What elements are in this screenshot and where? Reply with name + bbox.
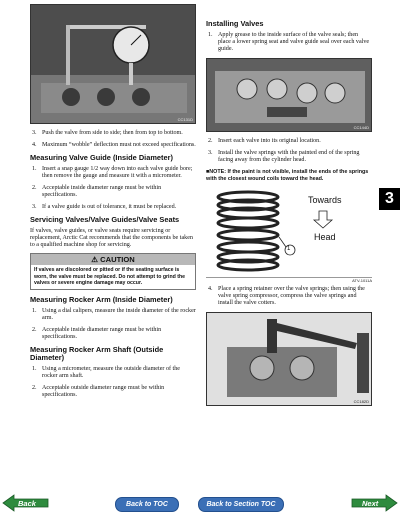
photo-caption: CC144D xyxy=(353,125,369,130)
list-item: 4. Maximum “wobble” deflection must not exceed specifications. xyxy=(32,142,196,148)
spring-compressor-illustration xyxy=(207,313,372,405)
valve-spring-illustration xyxy=(206,187,372,277)
back-label[interactable]: Back xyxy=(18,499,36,508)
photo-caption: CC182D xyxy=(353,399,369,404)
cylinder-head-photo xyxy=(206,58,372,132)
dial-indicator-photo xyxy=(30,4,196,124)
back-to-toc-button[interactable]: Back to TOC xyxy=(115,497,179,512)
caution-body: If valves are discolored or pitted or if the seating surface is worn, the valve must be replaced. Do not attempt to grind the valves or severe engine damage may occur. xyxy=(34,267,186,286)
left-column xyxy=(30,4,196,404)
list-item: 3. Push the valve from side to side; then from top to bottom. xyxy=(32,130,183,136)
list-item: 1. Apply grease to the inside surface of the valve seals; then place a lower spring seat and valve guide seal over each valve guide. xyxy=(208,32,370,52)
spring-callout-number: 1 xyxy=(287,246,291,252)
figure-caption: ATV-1011A xyxy=(352,278,372,283)
list-item: 3. Install the valve springs with the painted end of the spring facing away from the cylinder head. xyxy=(208,150,360,163)
dial-indicator-illustration xyxy=(31,5,196,123)
list-item: 2. Acceptable outside diameter range must be within specifications. xyxy=(32,384,165,398)
list-item: 2. Acceptable inside diameter range must be within specifications. xyxy=(32,326,162,340)
list-item: 1. Insert a snap gauge 1/2 way down into each valve guide bore; then remove the gauge and measure it with a micrometer. xyxy=(32,166,193,179)
caution-box xyxy=(30,253,196,290)
list-item: 2. Acceptable inside diameter range must be within specifications. xyxy=(32,185,162,198)
head-label: Head xyxy=(314,232,336,242)
list-item: 3. If a valve guide is out of tolerance, it must be replaced. xyxy=(32,204,177,210)
paragraph: If valves, valve guides, or valve seats require servicing or replacement, Arctic Cat recommends that the components be taken to a qualified machine shop for servicing. xyxy=(30,228,193,248)
list-item: 1. Using a micrometer, measure the outside diameter of the rocker arm shaft. xyxy=(32,365,181,379)
section-heading: Measuring Valve Guide (Inside Diameter) xyxy=(30,153,173,162)
right-column xyxy=(206,20,372,406)
list-item: 4. Place a spring retainer over the valve springs; then using the valve spring compressor, compress the valve springs and install the valve cotters. xyxy=(208,286,365,306)
section-heading: Installing Valves xyxy=(206,19,264,28)
list-item: 1. Using a dial calipers, measure the inside diameter of the rocker arm. xyxy=(32,307,196,321)
spring-compressor-photo xyxy=(206,312,372,406)
spring-diagram xyxy=(206,187,372,278)
section-heading: Servicing Valves/Valve Guides/Valve Seats xyxy=(30,215,180,224)
note-text: ■NOTE: If the paint is not visible, install the ends of the springs with the closest wound coils toward the head. xyxy=(206,169,369,182)
section-tab: 3 xyxy=(379,188,400,210)
section-heading: Measuring Rocker Arm (Inside Diameter) xyxy=(30,294,173,304)
photo-caption: CC131D xyxy=(177,117,193,122)
towards-label: Towards xyxy=(308,195,342,205)
next-label[interactable]: Next xyxy=(362,499,379,508)
section-heading: Measuring Rocker Arm Shaft (Outside Diameter) xyxy=(30,344,164,362)
caution-title: ⚠ CAUTION xyxy=(31,254,195,265)
back-to-section-toc-button[interactable]: Back to Section TOC xyxy=(198,497,284,512)
cylinder-head-illustration xyxy=(207,59,372,131)
list-item: 2. Insert each valve into its original location. xyxy=(208,138,321,144)
